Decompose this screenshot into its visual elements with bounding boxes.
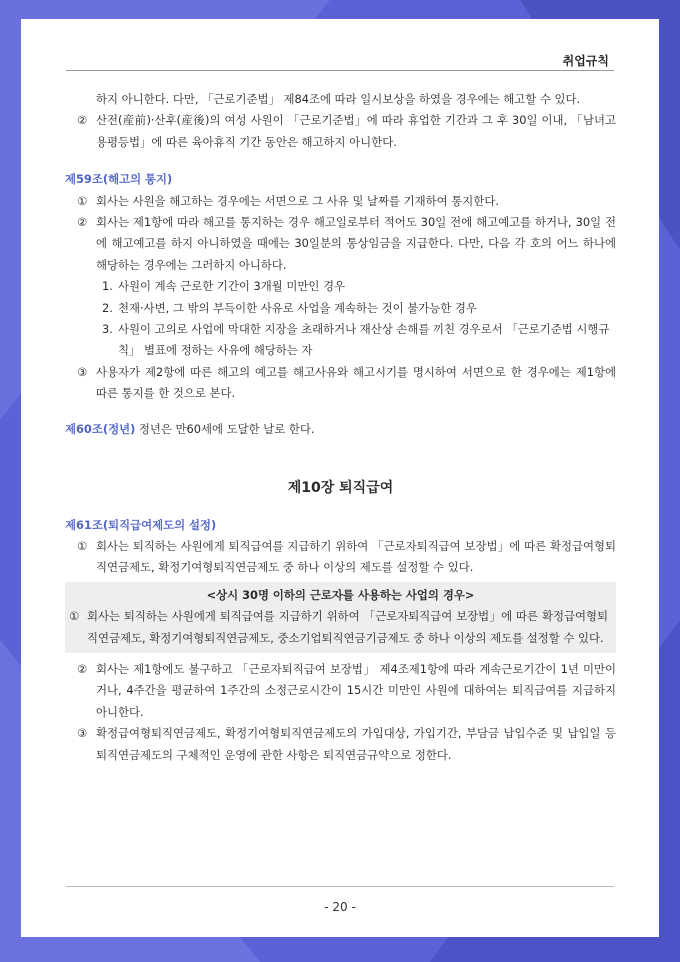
list-item	[65, 110, 616, 153]
item-text: 회사는 사원을 해고하는 경우에는 서면으로 그 사유 및 날짜를 기재하여 통지한다.	[96, 193, 499, 208]
article-59-heading: 제59조(해고의 통지)	[65, 172, 173, 187]
list-item	[65, 536, 616, 579]
sub-item-number: 3.	[102, 322, 113, 337]
header-title: 취업규칙	[562, 54, 609, 68]
footer-divider	[66, 886, 614, 887]
sub-item-number: 2.	[102, 300, 113, 315]
sub-item-text: 사원이 고의로 사업에 막대한 지장을 초래하거나 재산상 손해를 끼친 경우로서 「근로기준법 시행규칙」 별표에 정하는 사유에 해당하는 자	[118, 322, 610, 358]
item-text: 회사는 퇴직하는 사원에게 퇴직급여를 지급하기 위하여 「근로자퇴직급여 보장법」에 따른 확정급여형퇴직연금제도, 확정기여형퇴직연금제도 중 하나 이상의 제도를 설정할 수 있다.	[96, 538, 616, 575]
item-text: 확정급여형퇴직연금제도, 확정기여형퇴직연금제도의 가입대상, 가입기간, 부담금 납입수준 및 납입일 등 퇴직연금제도의 구체적인 운영에 관한 사항은 퇴직연금규약으로 정한다.	[96, 726, 616, 762]
header-divider	[66, 70, 614, 71]
item-mark: ②	[77, 661, 88, 676]
sub-item-text: 사원이 계속 근로한 기간이 3개월 미만인 경우	[118, 279, 346, 294]
item-mark: ②	[77, 113, 88, 128]
list-item	[65, 723, 616, 766]
item-text: 회사는 제1항에도 불구하고 「근로자퇴직급여 보장법」 제4조제1항에 따라 계속근로기간이 1년 미만이거나, 4주간을 평균하여 1주간의 소정근로시간이 15시간 미만인 사원에 대하여는 퇴직급여를 지급하지 아니한다.	[96, 661, 616, 719]
list-item	[65, 606, 616, 649]
sub-item	[65, 298, 616, 319]
item-text: 회사는 제1항에 따라 해고를 통지하는 경우 해고일로부터 적어도 30일 전에 해고예고를 하거나, 30일 전에 해고예고를 하지 아니하였을 때에는 30일분의 통상임금을 지급한다. 다만, 다음 각 호의 어느 하나에 해당하는 경우에는 그러하지 아니하다.	[96, 215, 616, 272]
list-item	[65, 191, 616, 212]
article-61-heading: 제61조(퇴직급여제도의 설정)	[65, 517, 217, 532]
document-page	[21, 19, 659, 937]
item-mark: ①	[77, 193, 88, 208]
list-item	[65, 362, 616, 405]
item-mark: ③	[77, 726, 88, 741]
article-60	[65, 419, 616, 440]
article-60-text: 정년은 만60세에 도달한 날로 한다.	[135, 421, 315, 436]
page-number: - 20 -	[324, 900, 356, 914]
small-business-box	[65, 582, 616, 653]
item-mark: ①	[69, 609, 80, 624]
article-60-heading: 제60조(정년)	[65, 421, 136, 436]
chapter-title: 제10장 퇴직급여	[287, 480, 394, 497]
item-text: 산전(産前)·산후(産後)의 여성 사원이 「근로기준법」에 따라 휴업한 기간과 그 후 30일 이내, 「남녀고용평등법」에 따른 육아휴직 기간 동안은 해고하지 아니한다.	[96, 113, 616, 149]
list-item	[65, 659, 616, 723]
item-mark: ①	[77, 538, 88, 553]
item-text: 회사는 퇴직하는 사원에게 퇴직급여를 지급하기 위하여 「근로자퇴직급여 보장법」에 따른 확정급여형퇴직연금제도, 확정기여형퇴직연금제도, 중소기업퇴직연금기금제도 중 하나 이상의 제도를 설정할 수 있다.	[87, 609, 608, 645]
document-body	[65, 89, 616, 766]
item-text: 사용자가 제2항에 따른 해고의 예고를 해고사유와 해고시기를 명시하여 서면으로 한 경우에는 제1항에 따른 통지를 한 것으로 본다.	[96, 364, 616, 401]
continued-paragraph: 하지 아니한다. 다만, 「근로기준법」 제84조에 따라 일시보상을 하였을 경우에는 해고할 수 있다.	[96, 92, 581, 106]
sub-item	[65, 276, 616, 297]
item-mark: ②	[77, 215, 88, 230]
sub-item-number: 1.	[102, 279, 113, 294]
list-item	[65, 212, 616, 276]
sub-item	[65, 319, 616, 362]
box-title: <상시 30명 이하의 근로자를 사용하는 사업의 경우>	[206, 587, 475, 602]
item-mark: ③	[77, 364, 88, 379]
sub-item-text: 천재·사변, 그 밖의 부득이한 사유로 사업을 계속하는 것이 불가능한 경우	[118, 300, 477, 315]
